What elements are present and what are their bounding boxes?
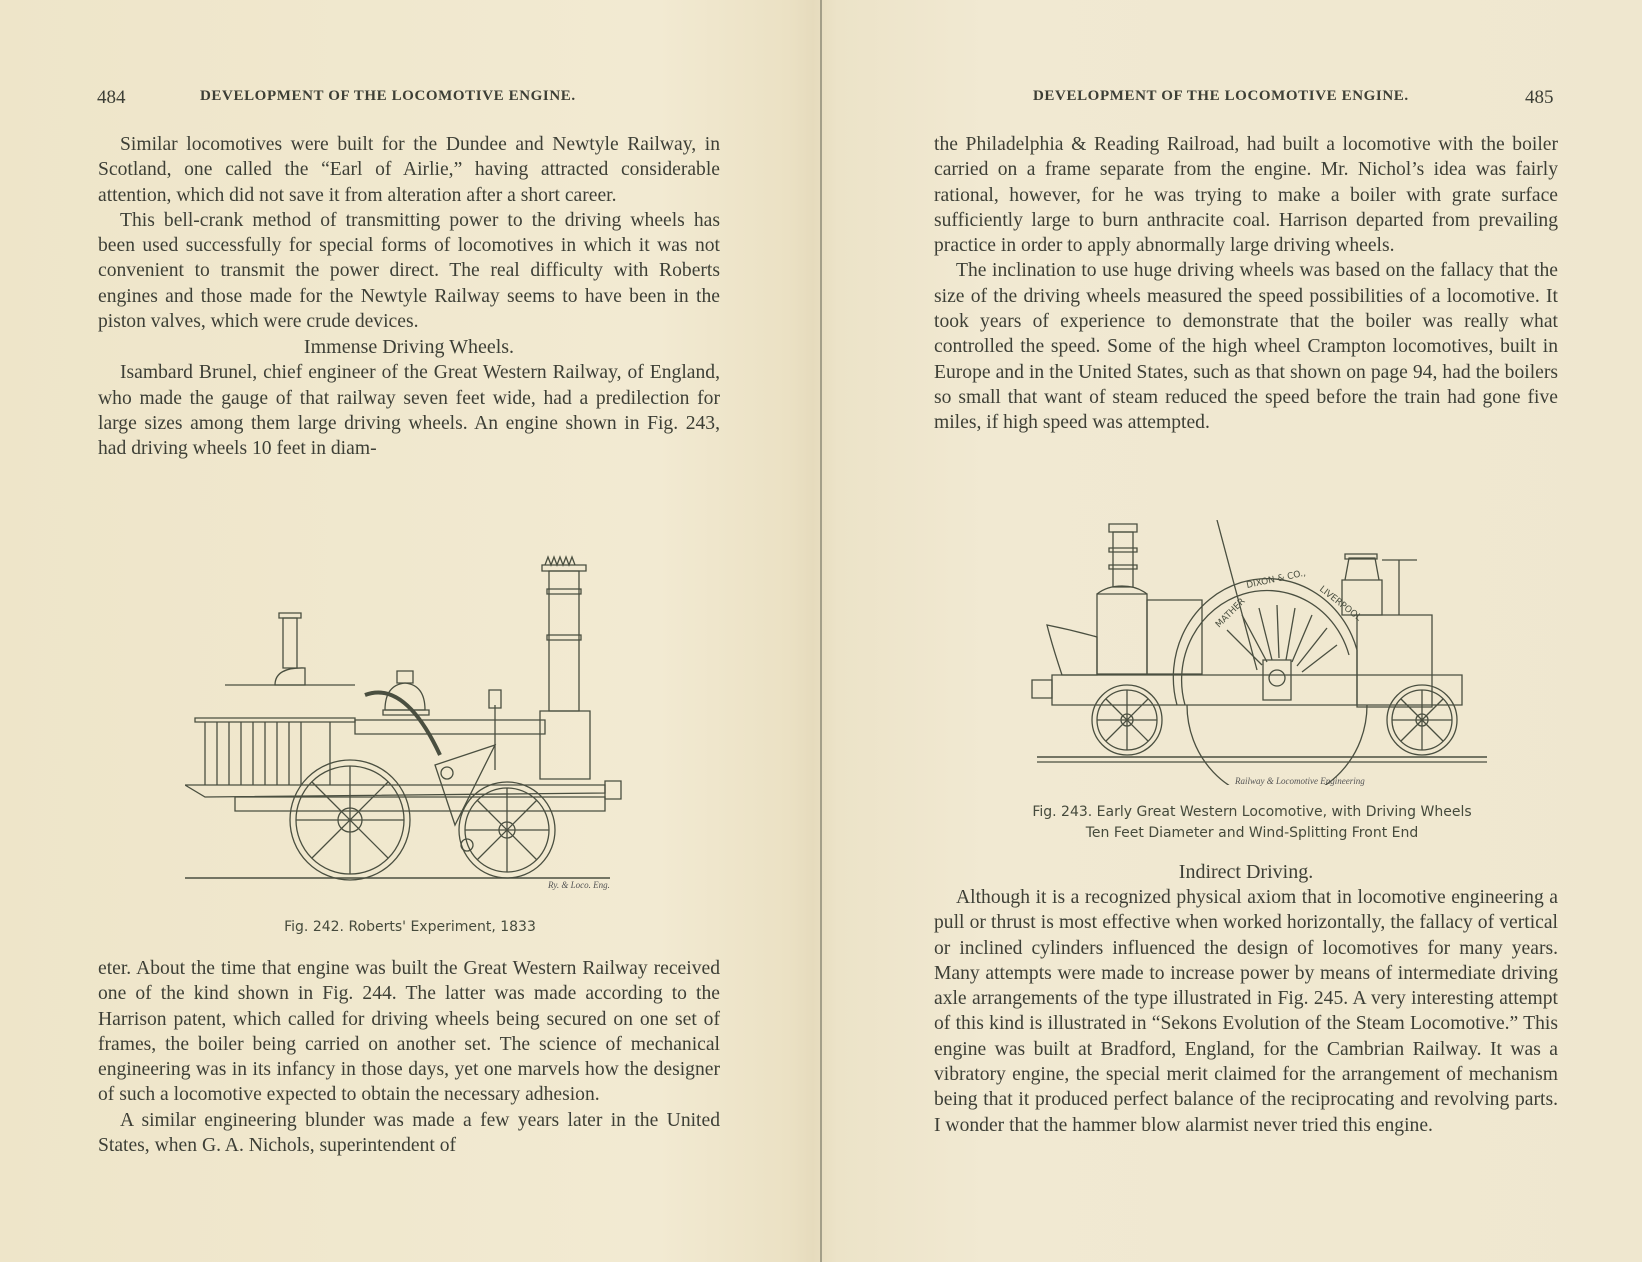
locomotive-drawing-icon [1027, 520, 1487, 785]
running-head: DEVELOPMENT OF THE LOCOMOTIVE ENGINE. [200, 88, 576, 104]
text-block-top [934, 132, 1558, 436]
section-heading: Indirect Driving. [1178, 861, 1314, 883]
paragraph: eter. About the time that engine was built the Great Western Railway received one of the kind shown in Fig. 244. The latter was made according to the Harrison patent, which called for driving wheels being secured on one set of frames, the boiler being carried on another set. The science of mechanical engineering was in its infancy in those days, yet one marvels how the designer of such a locomotive expected to obtain the necessary adhesion. [98, 958, 720, 1106]
paragraph: A similar engineering blunder was made a few years later in the United States, when G. A. Nichols, superintendent of [98, 1109, 720, 1157]
figure-243-great-western-locomotive [1027, 520, 1487, 785]
paragraph: Isambard Brunel, chief engineer of the Great Western Railway, of England, who made the gauge of that railway seven feet wide, had a predilection for large sizes among them large driving wheels. An engine shown in Fig. 243, had driving wheels 10 feet in diam- [98, 362, 720, 460]
svg-text:LIVERPOOL: LIVERPOOL [1317, 584, 1364, 624]
figure-caption-line-1: Fig. 243. Early Great Western Locomotive, with Driving Wheels [1032, 804, 1472, 820]
figure-242-roberts-locomotive [185, 545, 645, 895]
text-block-bottom [98, 956, 720, 1158]
paragraph: The inclination to use huge driving wheels was based on the fallacy that the size of the driving wheels measured the speed possibilities of a locomotive. It took years of experience to demonstrate that the boiler was really what controlled the speed. Some of the high wheel Crampton locomotives, built in Europe and in the United States, such as that shown on page 94, had the boilers so small that want of steam reduced the speed before the train had gone five miles, if high speed was attempted. [934, 260, 1558, 434]
locomotive-drawing-icon [185, 545, 645, 895]
page-number: 484 [97, 87, 126, 108]
wheel-inscription: MATHER [1214, 596, 1248, 631]
section-heading: Immense Driving Wheels. [303, 336, 515, 359]
figure-caption: Fig. 242. Roberts' Experiment, 1833 [284, 919, 536, 935]
paragraph: Similar locomotives were built for the Dundee and Newtyle Railway, in Scotland, one called the “Earl of Airlie,” having attracted considerable attention, which did not save it from alteration after a short career. [98, 134, 720, 206]
text-block-top [98, 132, 720, 462]
figure-caption [972, 802, 1532, 844]
paragraph: the Philadelphia & Reading Railroad, had built a locomotive with the boiler carried on a frame separate from the engine. Mr. Nichol’s idea was fairly rational, however, for he was trying to make a boiler with grate surface sufficiently large to burn anthracite coal. Harrison departed from prevailing practice in order to apply abnormally large driving wheels. [934, 134, 1558, 257]
left-page [0, 0, 820, 1262]
svg-text:DIXON & CO.,: DIXON & CO., [1245, 568, 1307, 591]
running-head: DEVELOPMENT OF THE LOCOMOTIVE ENGINE. [1033, 88, 1409, 104]
figure-credit: Railway & Locomotive Engineering [1235, 776, 1365, 786]
paragraph: Although it is a recognized physical axiom that in locomotive engineering a pull or thrust is most effective when worked horizontally, the fallacy of vertical or inclined cylinders influenced the design of locomotives for many years. Many attempts were made to increase power by means of intermediate driving axle arrangements of the type illustrated in Fig. 245. A very interesting attempt of this kind is illustrated in “Sekons Evolution of the Steam Locomotive.” This engine was built at Bradford, England, for the Cambrian Railway. It was a vibratory engine, the special merit claimed for the arrangement of mechanism being that it produced perfect balance of the reciprocating and revolving parts. I wonder that the hammer blow alarmist never tried this engine. [934, 887, 1558, 1136]
text-block-bottom [934, 859, 1558, 1138]
page-number: 485 [1525, 87, 1554, 108]
paragraph: This bell-crank method of transmitting power to the driving wheels has been used successfully for special forms of locomotives in which it was not convenient to transmit the power direct. The real difficulty with Roberts engines and those made for the Newtyle Railway seems to have been in the piston valves, which were crude devices. [98, 209, 720, 333]
figure-caption-line-2: Ten Feet Diameter and Wind-Splitting Front End [1085, 825, 1419, 841]
right-page [822, 0, 1642, 1262]
figure-credit: Ry. & Loco. Eng. [548, 880, 610, 890]
